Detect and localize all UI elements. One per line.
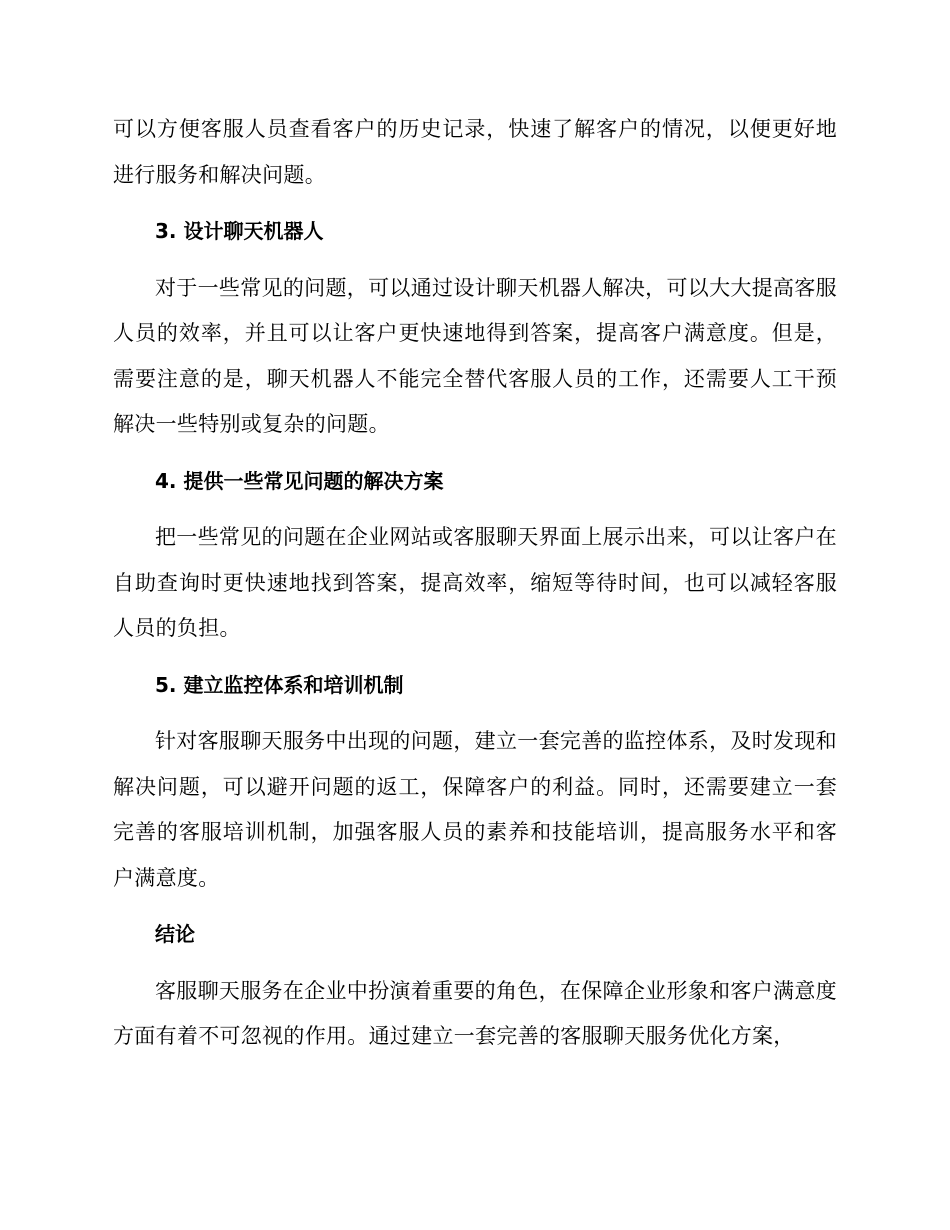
- paragraph-faq-solutions: 把一些常见的问题在企业网站或客服聊天界面上展示出来，可以让客户在自助查询时更快速地找到答案，提高效率，缩短等待时间，也可以减轻客服人员的负担。: [113, 525, 837, 640]
- heading-chatbot: 3. 设计聊天机器人: [155, 219, 324, 243]
- heading-faq-solutions: 4. 提供一些常见问题的解决方案: [155, 468, 444, 493]
- heading-monitoring-training: 5. 建立监控体系和培训机制: [155, 672, 404, 697]
- document-page: [113, 107, 837, 1071]
- paragraph-monitoring-training: 针对客服聊天服务中出现的问题，建立一套完善的监控体系，及时发现和解决问题，可以避开问题的返工，保障客户的利益。同时，还需要建立一套完善的客服培训机制，加强客服人员的素养和技能培训，提高服务水平和客户满意度。: [113, 729, 837, 890]
- paragraph-history-records: 可以方便客服人员查看客户的历史记录，快速了解客户的情况，以便更好地进行服务和解决问题。: [113, 117, 837, 187]
- paragraph-conclusion: 客服聊天服务在企业中扮演着重要的角色，在保障企业形象和客户满意度方面有着不可忽视的作用。通过建立一套完善的客服聊天服务优化方案，: [113, 978, 837, 1048]
- heading-conclusion: 结论: [155, 922, 195, 946]
- paragraph-chatbot: 对于一些常见的问题，可以通过设计聊天机器人解决，可以大大提高客服人员的效率，并且可以让客户更快速地得到答案，提高客户满意度。但是，需要注意的是，聊天机器人不能完全替代客服人员的工作，还需要人工干预解决一些特别或复杂的问题。: [113, 275, 837, 436]
